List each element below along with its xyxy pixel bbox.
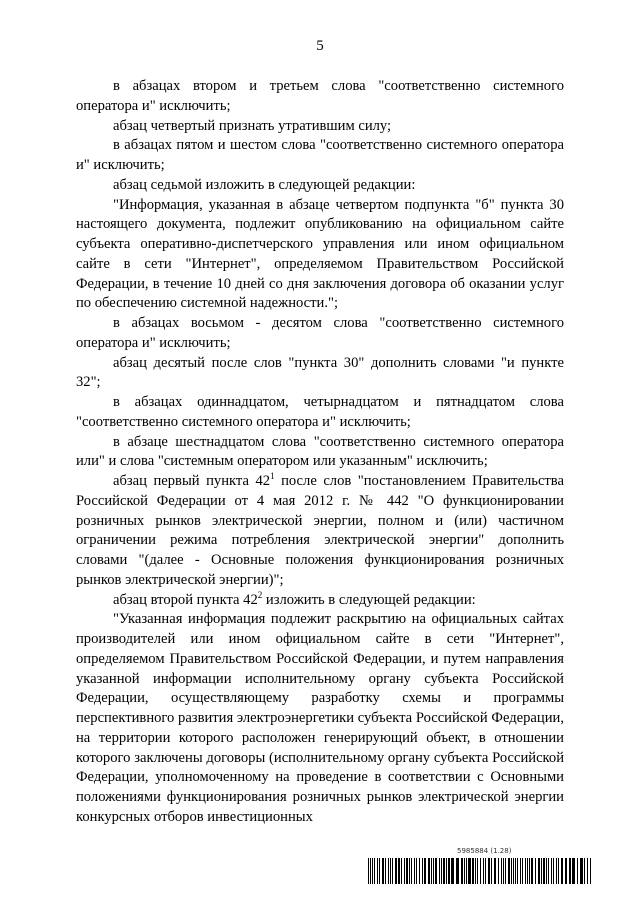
superscript: 1 — [270, 471, 275, 481]
paragraph: в абзацах втором и третьем слова "соответственно системного оператора и" исключить; — [76, 78, 564, 114]
paragraph: в абзацах одиннадцатом, четырнадцатом и пятнадцатом слова "соответственно системного оператора и" исключить; — [76, 394, 564, 430]
paragraph: абзац десятый после слов "пункта 30" дополнить словами "и пункте 32"; — [76, 354, 564, 391]
paragraph: абзац четвертый признать утратившим силу; — [113, 117, 392, 134]
paragraph: "Информация, указанная в абзаце четвертом подпункта "б" пункта 30 настоящего документа, подлежит опубликованию на официальном сайте субъекта оперативно-диспетчерского управления или ином официальном сайте в сети "Интернет", определяемом Правительством Российской Федерации, в течение 10 дней со дня заключения договора об оказании услуг по обеспечению системной надежности."; — [76, 196, 564, 312]
paragraph: в абзацах восьмом - десятом слова "соответственно системного оператора и" исключить; — [76, 315, 564, 351]
paragraph-text: абзац первый пункта 42 — [113, 473, 271, 489]
paragraph: абзац седьмой изложить в следующей редакции: — [113, 176, 416, 193]
document-body — [76, 77, 564, 828]
paragraph-text: после слов "постановлением Правительства Российской Федерации от 4 мая 2012 г. № 442 "О функционировании розничных рынков электрической энергии, полном и (или) частичном ограничении режима потребления электрической энергии" дополнить словами "(далее - Основные положения функционирования розничных рынков электрической энергии)"; — [76, 473, 564, 588]
page-number: 5 — [316, 38, 324, 54]
paragraph: в абзацах пятом и шестом слова "соответственно системного оператора и" исключить; — [76, 137, 564, 173]
paragraph: в абзаце шестнадцатом слова "соответственно системного оператора или" и слова "системным оператором или указанным" исключить; — [76, 433, 564, 470]
barcode-code: 5985884 (1.28) — [457, 847, 512, 855]
paragraph: "Указанная информация подлежит раскрытию на официальных сайтах производителей или ином официальном сайте в сети "Интернет", определяемом Правительством Российской Федерации, и путем направления указанной информации исполнительному органу субъекта Российской Федерации, осуществляющему разработку схемы и программы перспективного развития электроэнергетики субъекта Российской Федерации, на территории которого расположен генерирующий объект, в отношении которого заключены договоры (исполнительному органу субъекта Российской Федерации, уполномоченному на проведение в соответствии с Основными положениями функционирования розничных рынков электрической энергии конкурсных отборов инвестиционных — [76, 611, 564, 825]
paragraph — [76, 591, 564, 611]
paragraph — [76, 472, 564, 591]
barcode-image — [368, 858, 594, 884]
paragraph-text: абзац второй пункта 42 — [113, 591, 258, 608]
superscript: 2 — [257, 589, 263, 600]
paragraph-text: изложить в следующей редакции: — [262, 591, 476, 608]
